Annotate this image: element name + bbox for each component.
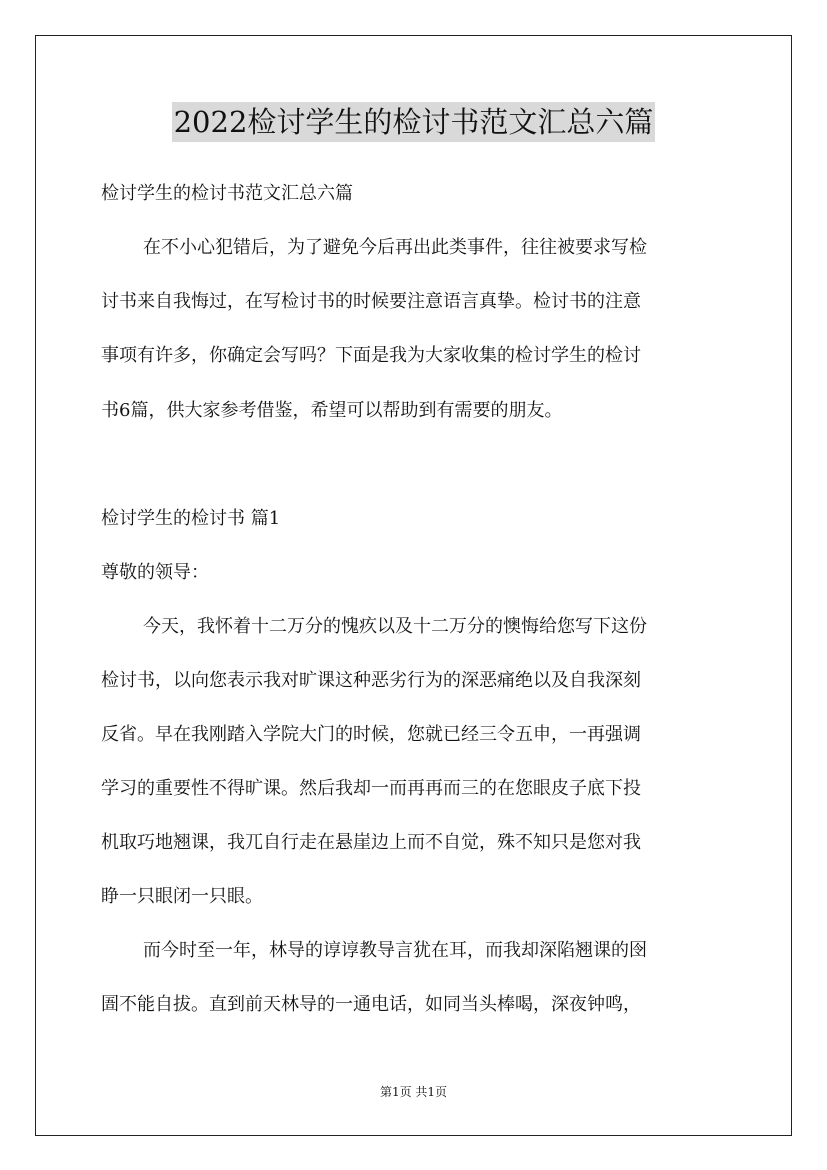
intro-line[interactable]: 事项有许多，你确定会写吗？下面是我为大家收集的检讨学生的检讨: [101, 345, 641, 366]
paragraph-line[interactable]: 而今时至一年，林导的谆谆教导言犹在耳，而我却深陷翘课的囹: [143, 940, 647, 961]
paragraph-line[interactable]: 圄不能自拔。直到前天林导的一通电话，如同当头棒喝，深夜钟鸣，: [101, 994, 641, 1015]
paragraph-line[interactable]: 检讨书，以向您表示我对旷课这种恶劣行为的深恶痛绝以及自我深刻: [101, 670, 641, 691]
intro-line[interactable]: 在不小心犯错后，为了避免今后再出此类事件，往往被要求写检: [143, 237, 647, 258]
page-number-footer: 第1页 共1页: [379, 1085, 448, 1099]
paragraph-line[interactable]: 机取巧地翘课，我兀自行走在悬崖边上而不自觉，殊不知只是您对我: [101, 832, 641, 853]
paragraph-line[interactable]: 反省。早在我刚踏入学院大门的时候，您就已经三令五申，一再强调: [101, 724, 641, 745]
document-subtitle[interactable]: 检讨学生的检讨书范文汇总六篇: [101, 183, 353, 204]
intro-line[interactable]: 书6篇，供大家参考借鉴，希望可以帮助到有需要的朋友。: [101, 400, 563, 421]
section-heading[interactable]: 检讨学生的检讨书 篇1: [101, 508, 281, 529]
document-title[interactable]: 2022检讨学生的检讨书范文汇总六篇: [172, 102, 656, 142]
paragraph-line[interactable]: 睁一只眼闭一只眼。: [101, 886, 263, 907]
paragraph-line[interactable]: 今天，我怀着十二万分的愧疚以及十二万分的懊悔给您写下这份: [143, 616, 647, 637]
salutation[interactable]: 尊敬的领导：: [101, 562, 209, 583]
title-container: [0, 102, 827, 142]
paragraph-line[interactable]: 学习的重要性不得旷课。然后我却一而再再而三的在您眼皮子底下投: [101, 778, 641, 799]
intro-line[interactable]: 讨书来自我悔过，在写检讨书的时候要注意语言真挚。检讨书的注意: [101, 291, 641, 312]
